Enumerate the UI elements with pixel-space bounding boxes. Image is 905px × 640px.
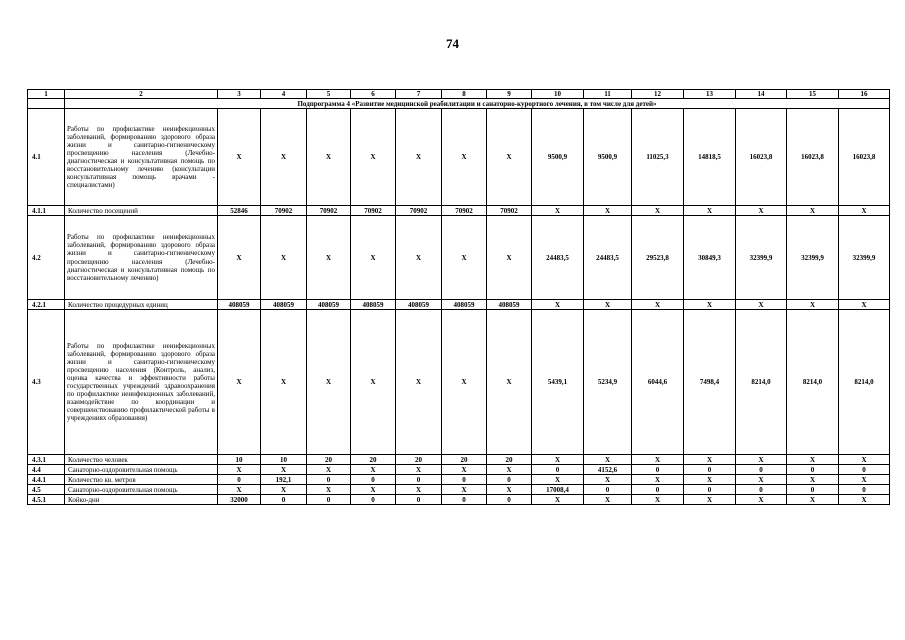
value-cell: X (532, 455, 584, 465)
row-number: 4.2.1 (28, 300, 65, 310)
value-cell: X (532, 495, 584, 505)
column-header: 14 (736, 90, 787, 99)
value-cell: 70902 (307, 206, 351, 216)
value-cell: X (839, 495, 890, 505)
value-cell: 10 (218, 455, 261, 465)
budget-table (27, 89, 890, 505)
table-row (28, 485, 890, 495)
column-header: 3 (218, 90, 261, 99)
value-cell: 7498,4 (684, 310, 736, 455)
column-header-row (28, 90, 890, 99)
value-cell: X (839, 455, 890, 465)
value-cell: X (684, 206, 736, 216)
value-cell: 0 (396, 475, 442, 485)
value-cell: 70902 (396, 206, 442, 216)
value-cell: X (442, 109, 487, 206)
value-cell: X (736, 300, 787, 310)
value-cell: X (261, 485, 307, 495)
row-number: 4.3 (28, 310, 65, 455)
value-cell: 17008,4 (532, 485, 584, 495)
table-row (28, 109, 890, 206)
value-cell: X (396, 310, 442, 455)
value-cell: 9500,9 (532, 109, 584, 206)
row-description: Санаторно-оздоровительная помощь (65, 465, 218, 475)
table-row (28, 206, 890, 216)
value-cell: 8214,0 (839, 310, 890, 455)
row-description: Работы по профилактике неинфекционных заболеваний, формированию здорового образа жизни и санитарно-гигиеническому просвещению населения (Лечебно-диагностическая и консультативная помощь по восстановительному лечению (консультации консультативная помощь врачами - специалистами) (65, 109, 218, 206)
column-header: 2 (65, 90, 218, 99)
value-cell: X (307, 216, 351, 300)
value-cell: 70902 (487, 206, 532, 216)
value-cell: 20 (442, 455, 487, 465)
value-cell: X (584, 495, 632, 505)
table-row (28, 216, 890, 300)
value-cell: 0 (261, 495, 307, 505)
row-number: 4.5 (28, 485, 65, 495)
value-cell: X (396, 109, 442, 206)
value-cell: 10 (261, 455, 307, 465)
value-cell: 20 (351, 455, 396, 465)
value-cell: X (487, 465, 532, 475)
value-cell: 0 (351, 475, 396, 485)
value-cell: 0 (839, 465, 890, 475)
value-cell: 32000 (218, 495, 261, 505)
value-cell: X (487, 216, 532, 300)
value-cell: 70902 (261, 206, 307, 216)
value-cell: 5439,1 (532, 310, 584, 455)
value-cell: X (487, 485, 532, 495)
value-cell: 0 (487, 495, 532, 505)
row-description: Койко-дни (65, 495, 218, 505)
column-header: 8 (442, 90, 487, 99)
column-header: 4 (261, 90, 307, 99)
value-cell: X (584, 455, 632, 465)
value-cell: X (218, 216, 261, 300)
value-cell: 29523,8 (632, 216, 684, 300)
value-cell: X (307, 485, 351, 495)
row-description: Количество процедурных единиц (65, 300, 218, 310)
value-cell: 5234,9 (584, 310, 632, 455)
column-header: 11 (584, 90, 632, 99)
value-cell: X (736, 495, 787, 505)
table-row (28, 495, 890, 505)
value-cell: 408059 (396, 300, 442, 310)
value-cell: X (684, 300, 736, 310)
row-number: 4.1 (28, 109, 65, 206)
value-cell: X (351, 465, 396, 475)
value-cell: 20 (396, 455, 442, 465)
value-cell: 0 (839, 485, 890, 495)
value-cell: X (261, 216, 307, 300)
value-cell: 0 (487, 475, 532, 485)
column-header: 9 (487, 90, 532, 99)
column-header: 10 (532, 90, 584, 99)
value-cell: 408059 (218, 300, 261, 310)
value-cell: X (787, 206, 839, 216)
value-cell: X (442, 485, 487, 495)
value-cell: 20 (487, 455, 532, 465)
value-cell: X (351, 310, 396, 455)
value-cell: 0 (442, 495, 487, 505)
value-cell: X (396, 485, 442, 495)
value-cell: 32399,9 (736, 216, 787, 300)
value-cell: X (351, 216, 396, 300)
row-number: 4.1.1 (28, 206, 65, 216)
value-cell: 16023,8 (839, 109, 890, 206)
table-row (28, 465, 890, 475)
value-cell: 408059 (487, 300, 532, 310)
value-cell: X (632, 300, 684, 310)
value-cell: X (261, 109, 307, 206)
row-number: 4.4.1 (28, 475, 65, 485)
value-cell: X (218, 465, 261, 475)
value-cell: 0 (532, 465, 584, 475)
value-cell: X (736, 455, 787, 465)
value-cell: X (684, 455, 736, 465)
value-cell: 0 (632, 485, 684, 495)
value-cell: X (307, 465, 351, 475)
row-description: Работы по профилактике неинфекционных заболеваний, формированию здорового образа жизни и санитарно-гигиеническому просвещению населения (Лечебно-диагностическая и консультативная помощь по восстановительному лечению) (65, 216, 218, 300)
table-row (28, 475, 890, 485)
value-cell: X (736, 475, 787, 485)
row-description: Количество посещений (65, 206, 218, 216)
value-cell: 9500,9 (584, 109, 632, 206)
column-header: 12 (632, 90, 684, 99)
column-header: 1 (28, 90, 65, 99)
value-cell: X (584, 475, 632, 485)
row-number: 4.3.1 (28, 455, 65, 465)
subprogram-title: Подпрограмма 4 «Развитие медицинской реабилитации и санаторно-курортного лечения, в том числе для детей» (65, 99, 890, 109)
value-cell: 0 (307, 495, 351, 505)
value-cell: 0 (442, 475, 487, 485)
column-header: 15 (787, 90, 839, 99)
value-cell: 0 (396, 495, 442, 505)
value-cell: X (261, 465, 307, 475)
row-description: Работы по профилактике неинфекционных заболеваний, формированию здорового образа жизни и санитарно-гигиеническому просвещению населения (Контроль, анализ, оценка качества и эффективности работы государственных учреждений здравоохранения по профилактике неинфекционных заболеваний, взаимодействие по координации и совершенствованию профилактической работы в учреждениях образования) (65, 310, 218, 455)
value-cell: 16023,8 (736, 109, 787, 206)
value-cell: X (218, 485, 261, 495)
value-cell: 24483,5 (584, 216, 632, 300)
subprogram-row (28, 99, 890, 109)
value-cell: 30849,3 (684, 216, 736, 300)
value-cell: 24483,5 (532, 216, 584, 300)
value-cell: X (632, 475, 684, 485)
column-header: 13 (684, 90, 736, 99)
value-cell: X (839, 206, 890, 216)
value-cell: 0 (736, 485, 787, 495)
value-cell: X (787, 455, 839, 465)
value-cell: 0 (584, 485, 632, 495)
value-cell: 8214,0 (736, 310, 787, 455)
column-header: 5 (307, 90, 351, 99)
table-row (28, 455, 890, 465)
row-description: Санаторно-оздоровительная помощь (65, 485, 218, 495)
value-cell: X (396, 465, 442, 475)
row-description: Количество кв. метров (65, 475, 218, 485)
value-cell: 0 (736, 465, 787, 475)
value-cell: X (839, 300, 890, 310)
value-cell: X (218, 310, 261, 455)
value-cell: X (442, 465, 487, 475)
value-cell: 408059 (261, 300, 307, 310)
row-description: Количество человек (65, 455, 218, 465)
value-cell: X (684, 495, 736, 505)
value-cell: 16023,8 (787, 109, 839, 206)
value-cell: 52846 (218, 206, 261, 216)
value-cell: X (396, 216, 442, 300)
value-cell: 14818,5 (684, 109, 736, 206)
value-cell: X (442, 310, 487, 455)
value-cell: 408059 (351, 300, 396, 310)
value-cell: X (839, 475, 890, 485)
value-cell: 0 (632, 465, 684, 475)
value-cell: 6044,6 (632, 310, 684, 455)
row-number: 4.2 (28, 216, 65, 300)
value-cell: X (736, 206, 787, 216)
value-cell: 0 (684, 485, 736, 495)
value-cell: 70902 (351, 206, 396, 216)
value-cell: 192,1 (261, 475, 307, 485)
value-cell: 4152,6 (584, 465, 632, 475)
value-cell: 0 (787, 465, 839, 475)
value-cell: 0 (787, 485, 839, 495)
value-cell: 8214,0 (787, 310, 839, 455)
page-number: 74 (446, 36, 459, 51)
value-cell: X (532, 300, 584, 310)
row-number: 4.4 (28, 465, 65, 475)
value-cell: X (351, 485, 396, 495)
value-cell: X (632, 455, 684, 465)
value-cell: X (487, 310, 532, 455)
value-cell: X (532, 206, 584, 216)
value-cell: 408059 (442, 300, 487, 310)
value-cell: X (307, 109, 351, 206)
row-number: 4.5.1 (28, 495, 65, 505)
value-cell: 11025,3 (632, 109, 684, 206)
value-cell: X (218, 109, 261, 206)
value-cell: X (487, 109, 532, 206)
value-cell: 20 (307, 455, 351, 465)
column-header: 6 (351, 90, 396, 99)
value-cell: X (261, 310, 307, 455)
value-cell: 0 (218, 475, 261, 485)
value-cell: X (532, 475, 584, 485)
value-cell: 408059 (307, 300, 351, 310)
value-cell: X (442, 216, 487, 300)
column-header: 16 (839, 90, 890, 99)
value-cell: 70902 (442, 206, 487, 216)
value-cell: X (684, 475, 736, 485)
table-row (28, 300, 890, 310)
value-cell: X (787, 475, 839, 485)
column-header: 7 (396, 90, 442, 99)
value-cell: X (584, 300, 632, 310)
value-cell: 0 (351, 495, 396, 505)
value-cell: X (787, 300, 839, 310)
value-cell: 32399,9 (839, 216, 890, 300)
value-cell: 32399,9 (787, 216, 839, 300)
value-cell: X (307, 310, 351, 455)
value-cell: X (787, 495, 839, 505)
value-cell: X (632, 495, 684, 505)
value-cell: X (351, 109, 396, 206)
value-cell: 0 (307, 475, 351, 485)
subprogram-empty-cell (28, 99, 65, 109)
table-row (28, 310, 890, 455)
value-cell: X (632, 206, 684, 216)
value-cell: X (584, 206, 632, 216)
value-cell: 0 (684, 465, 736, 475)
